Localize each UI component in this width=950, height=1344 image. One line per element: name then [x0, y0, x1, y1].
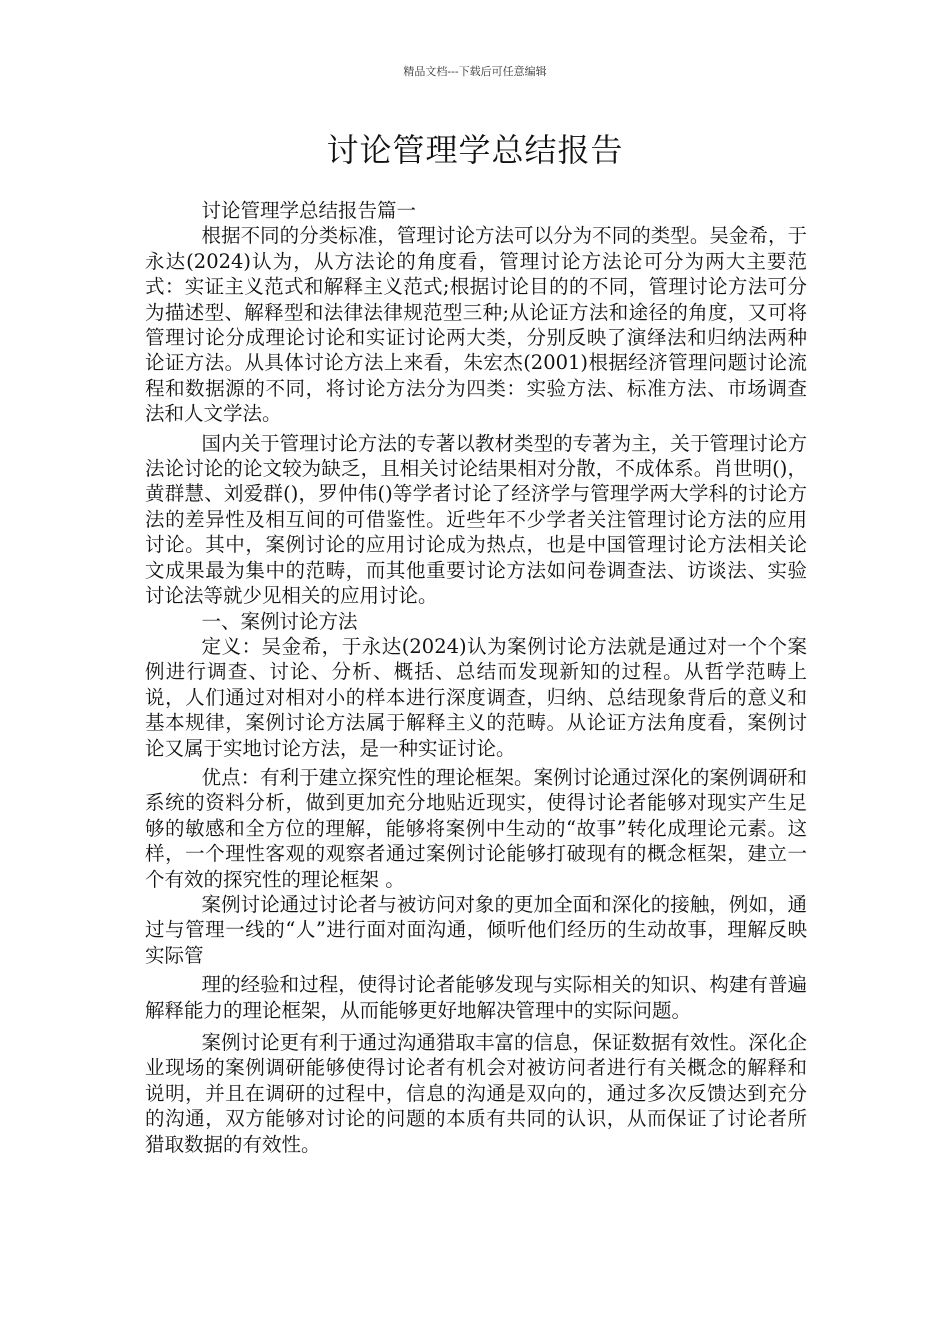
section-heading-part-one: 讨论管理学总结报告篇一: [201, 199, 417, 222]
paragraph-advantages: 优点：有利于建立探究性的理论框架。案例讨论通过深化的案例调研和系统的资料分析，做到更加充分地贴近现实，使得讨论者能够对现实产生足够的敏感和全方位的理解，能够将案例中生动的“故事”转化成理论元素。这样，一个理性客观的观察者通过案例讨论能够打破现有的概念框架，建立一个有效的探究性的理论框架 。: [145, 765, 807, 891]
header-note: 精品文档---下载后可任意编辑: [403, 65, 547, 78]
paragraph-contact-continued: 理的经验和过程，使得讨论者能够发现与实际相关的知识、构建有普遍解释能力的理论框架，从而能够更好地解决管理中的实际问题。: [145, 973, 807, 1022]
document-body: [145, 198, 807, 1157]
paragraph-definition: 定义：吴金希，于永达(2024)认为案例讨论方法就是通过对一个个案例进行调查、讨论、分析、概括、总结而发现新知的过程。从哲学范畴上说，人们通过对相对小的样本进行深度调查，归纳、总结现象背后的意义和基本规律，案例讨论方法属于解释主义的范畴。从论证方法角度看，案例讨论又属于实地讨论方法，是一种实证讨论。: [145, 634, 807, 760]
section-heading-case-study: 一、案例讨论方法: [201, 609, 358, 633]
paragraph-domestic-research: 国内关于管理讨论方法的专著以教材类型的专著为主，关于管理讨论方法论讨论的论文较为缺乏，且相关讨论结果相对分散，不成体系。肖世明()，黄群慧、刘爱群()，罗仲伟()等学者讨论了经济学与管理学两大学科的讨论方法的差异性及相互间的可借鉴性。近些年不少学者关注管理讨论方法的应用讨论。其中，案例讨论的应用讨论成为热点，也是中国管理讨论方法相关论文成果最为集中的范畴，而其他重要讨论方法如问卷调查法、访谈法、实验讨论法等就少见相关的应用讨论。: [145, 431, 807, 608]
paragraph-method-types: 根据不同的分类标准，管理讨论方法可以分为不同的类型。吴金希，于永达(2024)认为，从方法论的角度看，管理讨论方法论可分为两大主要范式：实证主义范式和解释主义范式;根据讨论目的的不同，管理讨论方法可分为描述型、解释型和法律法律规范型三种;从论证方法和途径的角度，又可将管理讨论分成理论讨论和实证讨论两大类，分别反映了演绎法和归纳法两种论证方法。从具体讨论方法上来看，朱宏杰(2001)根据经济管理问题讨论流程和数据源的不同，将讨论方法分为四类：实验方法、标准方法、市场调查法和人文学法。: [145, 224, 807, 426]
paragraph-contact: 案例讨论通过讨论者与被访问对象的更加全面和深化的接触，例如，通过与管理一线的“人”进行面对面沟通，倾听他们经历的生动故事，理解反映实际管: [145, 892, 807, 967]
document-title: 讨论管理学总结报告: [326, 131, 624, 169]
paragraph-information: 案例讨论更有利于通过沟通猎取丰富的信息，保证数据有效性。深化企业现场的案例调研能够使得讨论者有机会对被访问者进行有关概念的解释和说明，并且在调研的过程中，信息的沟通是双向的，通过多次反馈达到充分的沟通，双方能够对讨论的问题的本质有共同的认识，从而保证了讨论者所猎取数据的有效性。: [145, 1031, 807, 1156]
